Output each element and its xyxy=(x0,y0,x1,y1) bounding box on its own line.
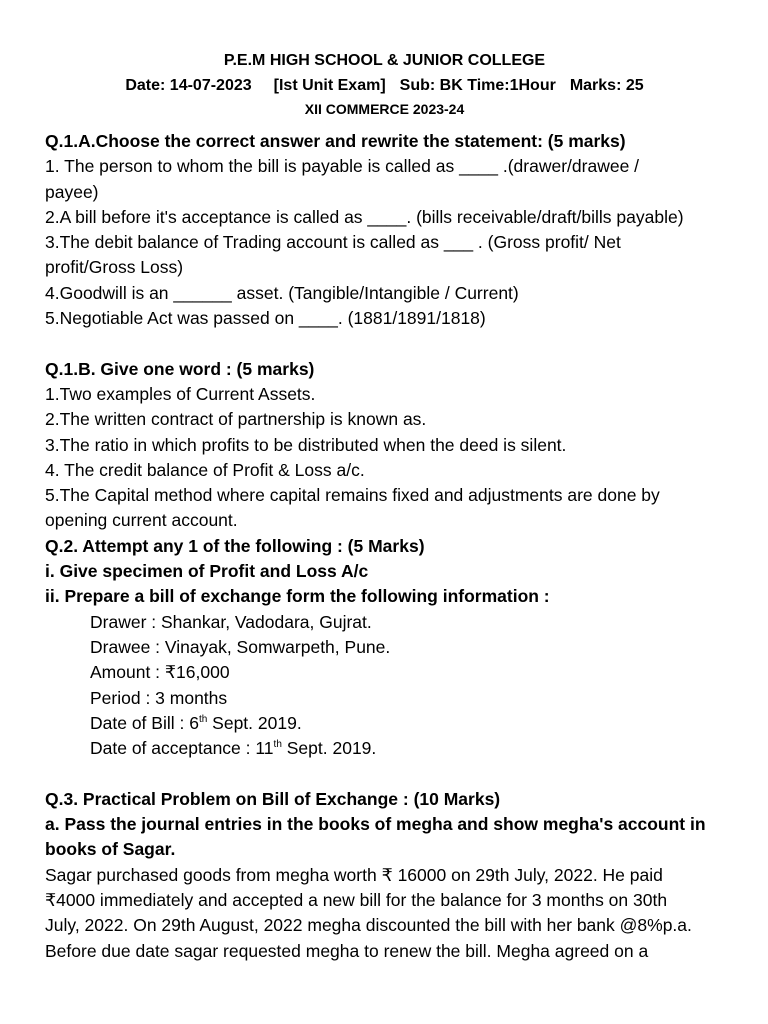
q1b-item: opening current account. xyxy=(45,510,238,531)
bill-acceptance-date: Date of acceptance : 11th Sept. 2019. xyxy=(90,738,377,759)
q1a-item: payee) xyxy=(45,181,99,202)
q3-sub-a: a. Pass the journal entries in the books of megha and show megha's account in xyxy=(45,814,706,835)
q1b-item: 3.The ratio in which profits to be distributed when the deed is silent. xyxy=(45,434,567,455)
q1a-item: 5.Negotiable Act was passed on ____. (1881/1891/1818) xyxy=(45,308,486,329)
q3-paragraph-line: Before due date sagar requested megha to renew the bill. Megha agreed on a xyxy=(45,940,649,961)
bill-drawer: Drawer : Shankar, Vadodara, Gujrat. xyxy=(90,611,372,632)
exam-subject-time: Sub: BK Time:1Hour xyxy=(399,77,556,94)
bill-amount: Amount : ₹16,000 xyxy=(90,662,230,683)
q2-option-ii: ii. Prepare a bill of exchange form the following information : xyxy=(45,586,550,607)
q1b-item: 4. The credit balance of Profit & Loss a/c. xyxy=(45,459,365,480)
q3-paragraph-line: ₹4000 immediately and accepted a new bill for the balance for 3 months on 30th xyxy=(45,889,668,910)
exam-date: Date: 14-07-2023 xyxy=(125,77,252,94)
q1a-item: 4.Goodwill is an ______ asset. (Tangible/Intangible / Current) xyxy=(45,282,519,303)
q3-heading: Q.3. Practical Problem on Bill of Exchange : (10 Marks) xyxy=(45,788,501,809)
school-name: P.E.M HIGH SCHOOL & JUNIOR COLLEGE xyxy=(223,52,546,69)
q1b-item: 2.The written contract of partnership is known as. xyxy=(45,409,427,430)
q1a-item: 1. The person to whom the bill is payable is called as ____ .(drawer/drawee / xyxy=(45,156,640,177)
spacer xyxy=(45,331,724,356)
q3-sub-a-cont: books of Sagar. xyxy=(45,839,176,860)
exam-marks: Marks: 25 xyxy=(569,77,644,94)
q1b-item: 5.The Capital method where capital remains fixed and adjustments are done by xyxy=(45,485,660,506)
q1a-heading: Q.1.A.Choose the correct answer and rewrite the statement: (5 marks) xyxy=(45,131,626,151)
q1a-item: profit/Gross Loss) xyxy=(45,257,184,278)
q2-heading: Q.2. Attempt any 1 of the following : (5 Marks) xyxy=(45,535,425,556)
class-year: XII COMMERCE 2023-24 xyxy=(304,101,465,117)
bill-drawee: Drawee : Vinayak, Somwarpeth, Pune. xyxy=(90,636,391,657)
q3-paragraph-line: July, 2022. On 29th August, 2022 megha discounted the bill with her bank @8%p.a. xyxy=(45,915,692,936)
spacer xyxy=(45,761,724,786)
q1a-item: 3.The debit balance of Trading account is called as ___ . (Gross profit/ Net xyxy=(45,232,621,253)
exam-name: [Ist Unit Exam] xyxy=(273,77,386,94)
exam-info-line xyxy=(45,73,724,98)
q1b-heading: Q.1.B. Give one word : (5 marks) xyxy=(45,358,315,379)
q2-option-i: i. Give specimen of Profit and Loss A/c xyxy=(45,561,369,582)
q1b-item: 1.Two examples of Current Assets. xyxy=(45,383,316,404)
q3-paragraph-line: Sagar purchased goods from megha worth ₹ 16000 on 29th July, 2022. He paid xyxy=(45,864,663,885)
bill-date: Date of Bill : 6th Sept. 2019. xyxy=(90,712,302,733)
q1a-item: 2.A bill before it's acceptance is called as ____. (bills receivable/draft/bills payable) xyxy=(45,206,684,227)
bill-period: Period : 3 months xyxy=(90,687,228,708)
